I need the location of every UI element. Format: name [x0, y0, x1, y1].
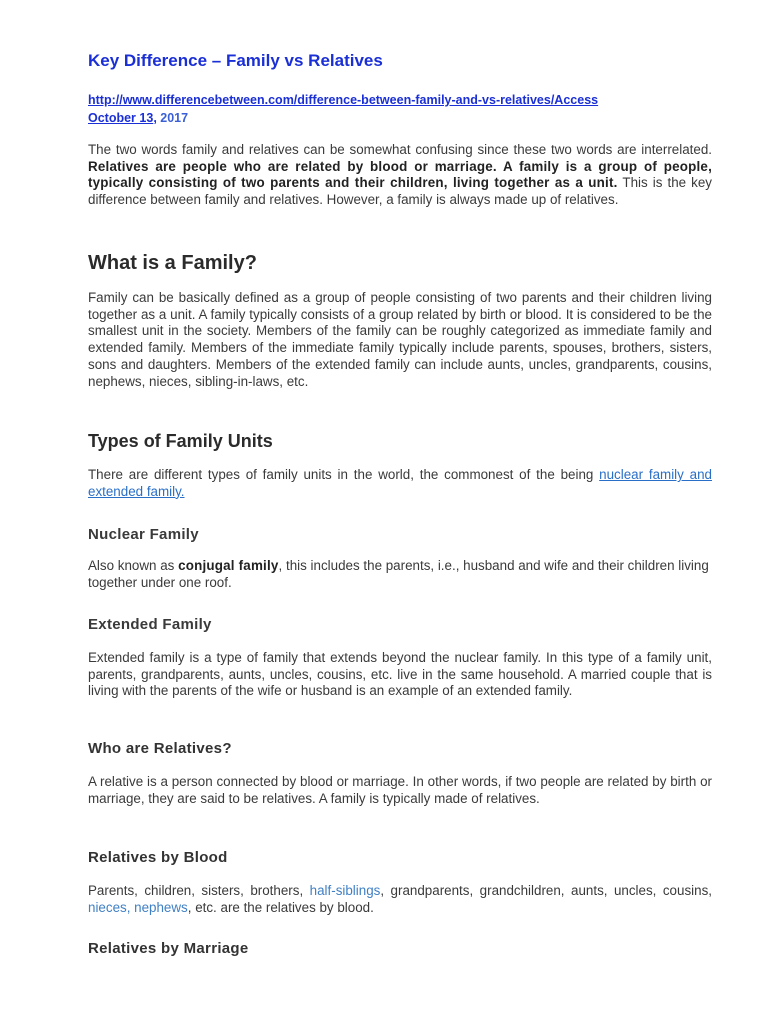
- by-blood-text-mid: , grandparents, grandchildren, aunts, uncles, cousins,: [380, 883, 712, 898]
- section-relatives: [88, 740, 712, 757]
- types-text: There are different types of family units in the world, the commonest of the being: [88, 467, 600, 482]
- document-title: Key Difference – Family vs Relatives: [88, 51, 383, 70]
- by-blood-paragraph: [88, 883, 712, 916]
- nieces-nephews-link[interactable]: nieces, nephews: [88, 899, 188, 915]
- section-nuclear: [88, 526, 712, 543]
- nuclear-paragraph-wrap: [88, 558, 712, 591]
- nuclear-bold-term: conjugal family: [178, 558, 279, 573]
- section-extended: [88, 616, 712, 633]
- relatives-paragraph: A relative is a person connected by blood or marriage. In other words, if two people are related by birth or marriage, they are said to be relatives. A family is typically made of relatives.: [88, 774, 712, 806]
- heading-types-of-family-units: Types of Family Units: [88, 431, 273, 451]
- heading-what-is-family: What is a Family?: [88, 252, 257, 274]
- half-siblings-link[interactable]: half-siblings: [309, 883, 381, 898]
- intro-text-2: This is the key difference between family and relatives. However, a family is always made up of relatives.: [88, 175, 713, 208]
- source-url-link[interactable]: http://www.differencebetween.com/difference-between-family-and-vs-relatives/Access: [88, 93, 599, 107]
- extended-paragraph-wrap: [88, 650, 712, 700]
- heading-relatives-by-blood: Relatives by Blood: [88, 849, 228, 866]
- what-is-family-paragraph-wrap: [88, 290, 712, 390]
- nuclear-text-post: , this includes the parents, i.e., husband and wife and their children living together under one roof.: [88, 558, 709, 590]
- section-by-marriage: [88, 940, 712, 957]
- heading-relatives-by-marriage: Relatives by Marriage: [88, 940, 249, 957]
- relatives-paragraph-wrap: [88, 774, 712, 807]
- intro-paragraph: [88, 142, 712, 209]
- what-is-family-paragraph: Family can be basically defined as a group of people consisting of two parents and their children living together as a unit. A family typically consists of a group related by birth or blood. It is considered to be the smallest unit in the society. Members of the family can be roughly categorized as immediate family and extended family. Members of the immediate family typically include parents, spouses, brothers, sisters, sons and daughters. Members of the extended family can include aunts, uncles, grandparents, cousins, nephews, nieces, sibling-in-laws, etc.: [88, 290, 712, 389]
- nuclear-paragraph: [88, 558, 712, 591]
- types-paragraph: [88, 467, 712, 500]
- intro-text-1: The two words family and relatives can be somewhat confusing since these two words are interrelated.: [88, 142, 712, 157]
- heading-who-are-relatives: Who are Relatives?: [88, 740, 232, 757]
- section-types: [88, 431, 712, 452]
- heading-extended-family: Extended Family: [88, 616, 212, 633]
- intro-bold-definition: Relatives are people who are related by blood or marriage. A family is a group of people, typically consisting of two parents and their children, living together as a unit.: [88, 158, 712, 191]
- source-date-year: 2017: [156, 111, 189, 125]
- by-blood-paragraph-wrap: [88, 883, 712, 916]
- source-date: [88, 111, 188, 125]
- extended-paragraph: Extended family is a type of family that extends beyond the nuclear family. In this type of a family unit, parents, grandparents, aunts, uncles, cousins, etc. live in the same household. A married couple that is living with the parents of the wife or husband is an example of an extended family.: [88, 650, 712, 699]
- section-by-blood: [88, 849, 712, 866]
- by-blood-text-post: , etc. are the relatives by blood.: [187, 899, 374, 915]
- heading-nuclear-family: Nuclear Family: [88, 526, 199, 543]
- source-date-month-day[interactable]: October 13: [88, 111, 154, 125]
- source-date-sep: ,: [153, 111, 157, 125]
- nuclear-extended-family-link[interactable]: nuclear family and extended family.: [88, 467, 712, 499]
- nuclear-text-pre: Also known as: [88, 558, 179, 573]
- by-blood-text-pre: Parents, children, sisters, brothers,: [88, 883, 310, 898]
- types-paragraph-wrap: [88, 467, 712, 500]
- section-what-is-family: [88, 252, 712, 275]
